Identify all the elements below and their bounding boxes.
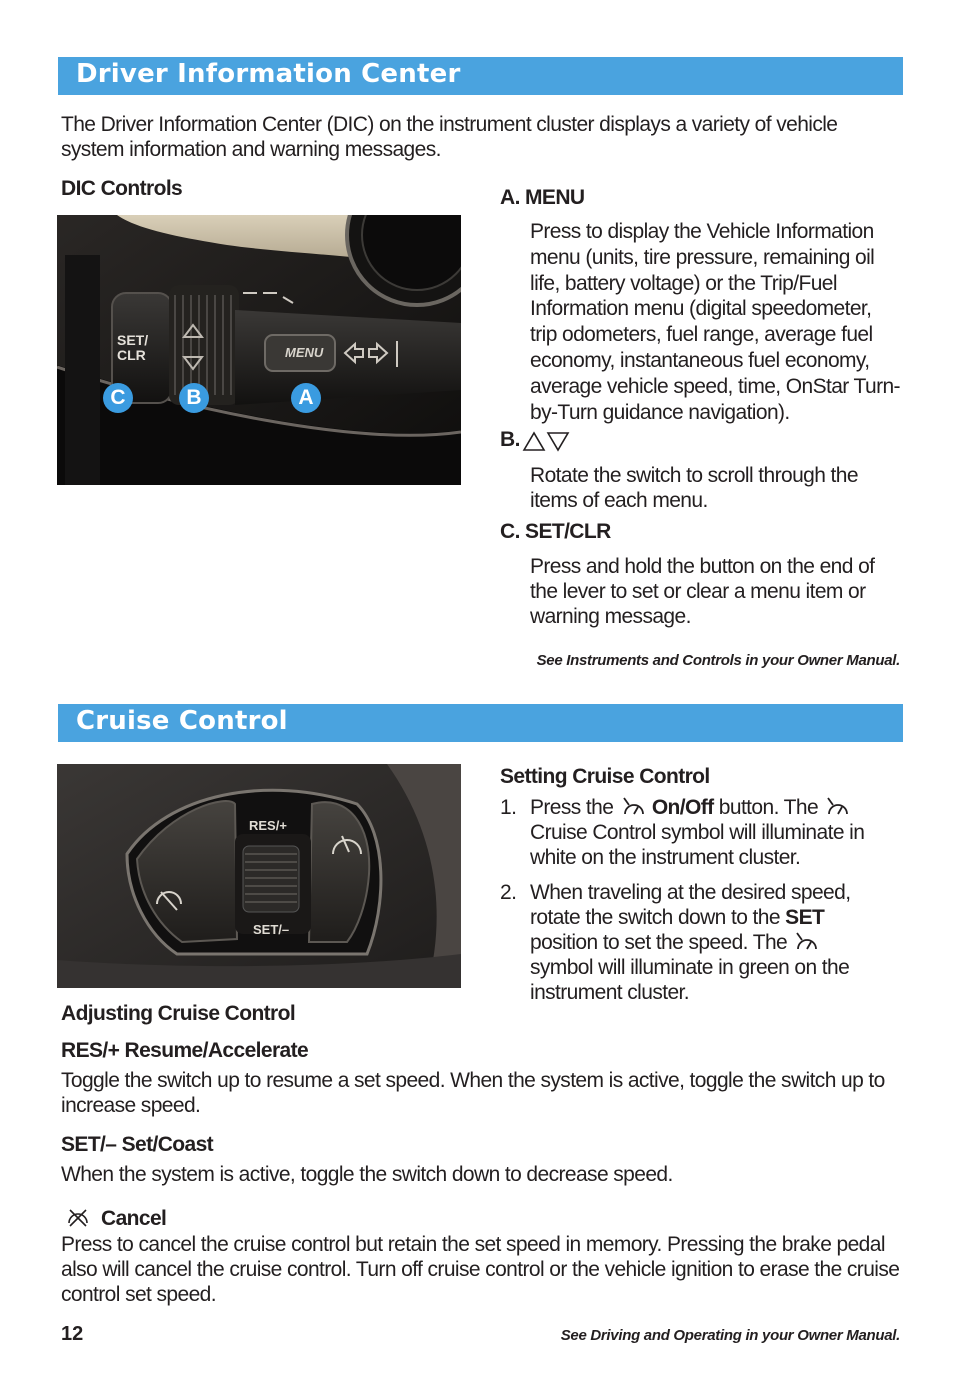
step1-text-a: Press the [530,796,614,819]
step1 [530,795,900,870]
dic-section-header [58,57,903,95]
step1-text-b: button. The [718,796,819,819]
setting-cruise-heading: Setting Cruise Control [500,765,710,788]
item-b-text: Rotate the switch to scroll through the items of each menu. [530,464,858,512]
item-a-text: Press to display the Vehicle Information menu (units, tire pressure, remaining oil life, battery voltage) or the Trip/Fuel Information menu (digital speedometer, trip odometers, fuel range, average fuel economy, instantaneous fuel economy, average vehicle speed, time, OnStar Turn-by-Turn guidance navigation). [530,220,900,424]
cancel-icon [66,1206,90,1230]
cancel-heading: Cancel [101,1207,167,1230]
callout-b-badge: B [179,383,209,413]
dic-controls-photo [57,215,461,485]
dic-intro: The Driver Information Center (DIC) on the instrument cluster displays a variety of vehicle system information and warning messages. [61,113,838,161]
dic-section-title: Driver Information Center [76,59,461,89]
dic-see-note: See Instruments and Controls in your Owner Manual. [536,652,900,669]
cancel-text: Press to cancel the cruise control but retain the set speed in memory. Pressing the brake pedal also will cancel the cruise control. Turn off cruise control or the vehicle ignition to erase the cruise control set speed. [61,1233,900,1306]
cruise-on-off-icon [619,797,647,817]
callout-c-badge: C [103,383,133,413]
step2-text-c: symbol will illuminate in green on the instrument cluster. [530,956,850,1004]
cruise-section-title: Cruise Control [76,706,288,736]
step2-text-a: When traveling at the desired speed, rotate the switch down to the [530,881,851,929]
step1-bold-onoff: On/Off [651,796,714,819]
menu-button-label: MENU [285,345,324,360]
set-clr-label [117,333,148,363]
dic-controls-heading: DIC Controls [61,177,183,200]
cruise-set-icon [792,932,820,952]
callout-a-badge: A [291,383,321,413]
set-clr-label-line1: SET/ [117,332,149,348]
set-heading: SET/– Set/Coast [61,1133,214,1156]
item-c-heading: C. SET/CLR [500,520,611,543]
step2-number: 2. [500,881,517,904]
res-text: Toggle the switch up to resume a set speed. When the system is active, toggle the switch up to increase speed. [61,1069,885,1117]
cruise-symbol-icon [823,797,851,817]
step2 [530,880,880,1005]
cruise-see-note: See Driving and Operating in your Owner Manual. [560,1327,900,1344]
res-heading: RES/+ Resume/Accelerate [61,1039,309,1062]
step1-number: 1. [500,796,517,819]
item-a-heading: A. MENU [500,186,585,209]
item-b-heading: B. [500,428,520,451]
adjusting-cruise-heading: Adjusting Cruise Control [61,1002,296,1025]
set-text: When the system is active, toggle the switch down to decrease speed. [61,1163,673,1186]
set-clr-label-line2: CLR [117,347,146,363]
cruise-section-header [58,704,903,742]
res-plus-label: RES/+ [249,818,287,833]
page-number: 12 [61,1323,84,1345]
step2-bold-set: SET [785,906,825,929]
cruise-controls-photo [57,764,461,988]
scroll-up-down-icon [522,430,572,452]
set-minus-label: SET/– [253,922,290,937]
step2-text-b: position to set the speed. The [530,931,788,954]
step1-text-c: Cruise Control symbol will illuminate in white on the instrument cluster. [530,821,865,869]
item-c-text: Press and hold the button on the end of the lever to set or clear a menu item or warning message. [530,555,875,628]
